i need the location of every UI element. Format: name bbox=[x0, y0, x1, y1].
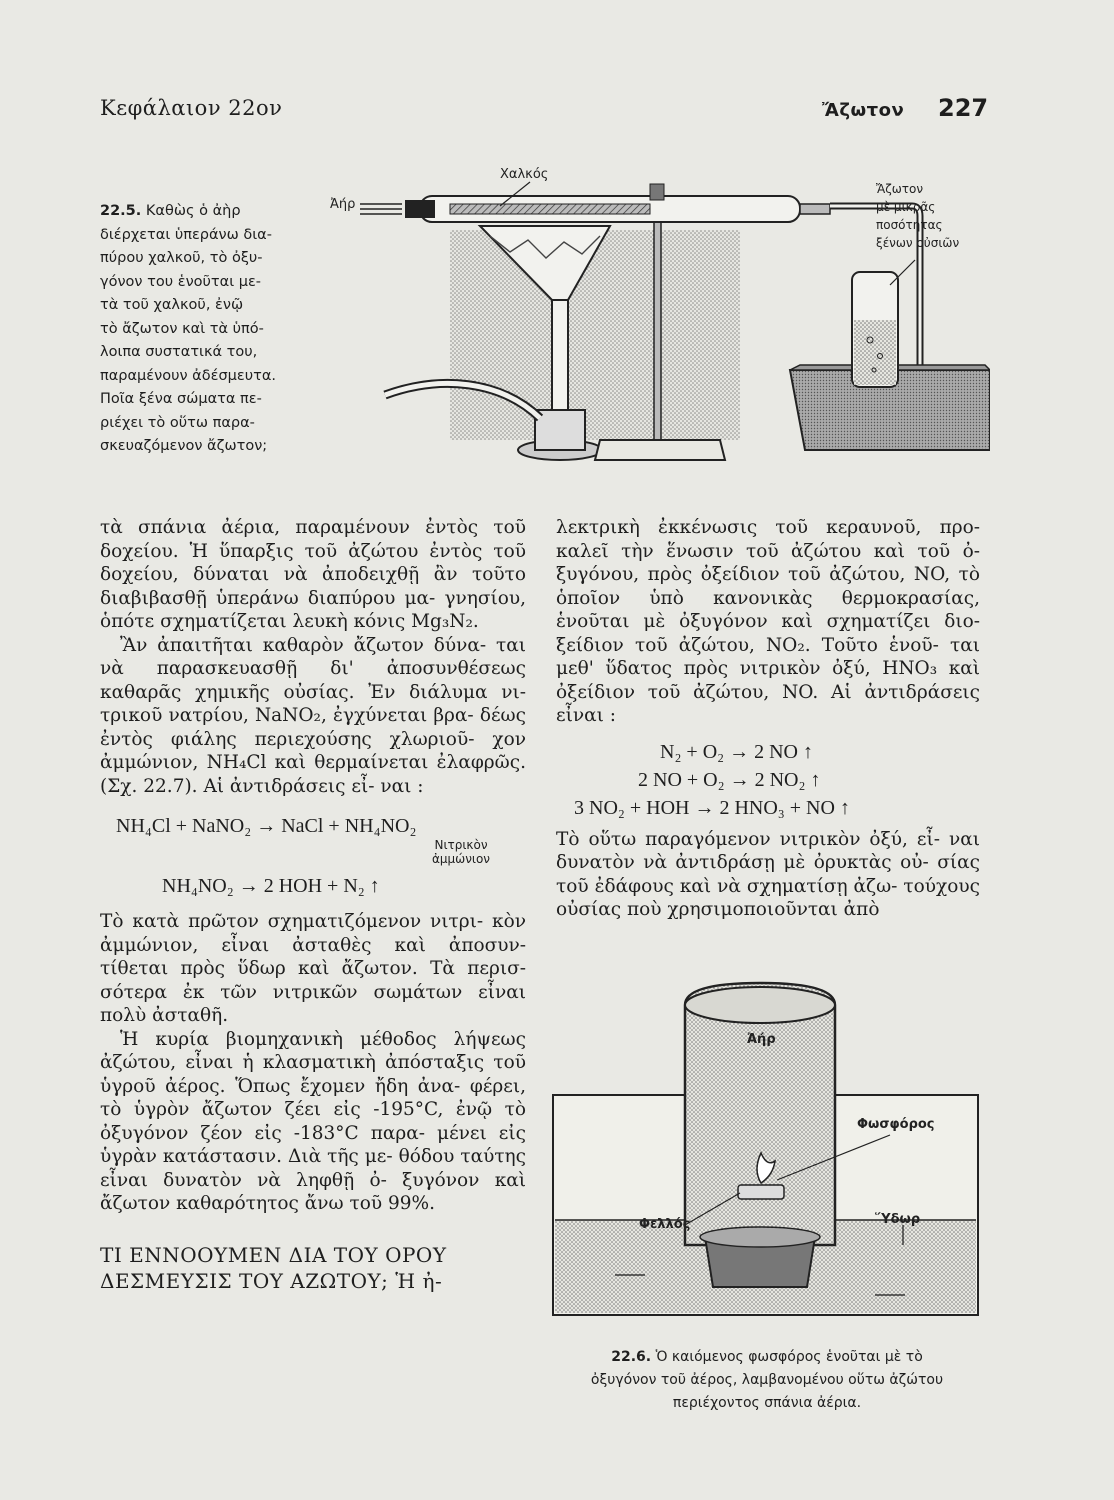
label-air: Ἀήρ bbox=[747, 1032, 776, 1047]
text-line: ἀζώτου, εἶναι ἡ κλασματικὴ ἀπόσταξις bbox=[100, 1052, 485, 1073]
heading-line: ΔΕΣΜΕΥΣΙΣ ΤΟΥ ΑΖΩΤΟΥ; Ἡ ἠ- bbox=[100, 1268, 443, 1293]
text-line: σίας τοῦ ἐδάφους καὶ νὰ σχηματίσῃ ἀζω- bbox=[556, 852, 980, 897]
caption-line: γόνον του ἑνοῦται με- bbox=[100, 273, 262, 290]
equation-ammonium-nitrite: NH₄Cl + NaNO₂ → NaCl + NH₄NO₂ bbox=[116, 815, 417, 837]
text-line: μένει εἰς ὑγρὰν κατάστασιν. Διὰ τῆς με- bbox=[100, 1122, 526, 1167]
figure-22-5-caption bbox=[100, 200, 318, 459]
text-line: ται νὰ παρασκευασθῇ δι' ἀποσυνθέσεως bbox=[100, 634, 526, 679]
equation-no2-formation: 2 NO + O₂ → 2 NO₂ ↑ bbox=[638, 768, 821, 791]
text-line: τούχους οὐσίας ποὺ χρησιμοποιοῦνται ἀπὸ bbox=[556, 875, 980, 920]
text-line: ξείδιον τοῦ ἀζώτου, NO₂. Τοῦτο ἑνοῦ- bbox=[556, 634, 939, 656]
caption-line: τὸ ἄζωτον καὶ τὰ ὑπό- bbox=[100, 320, 264, 337]
heading-line: ΤΙ ΕΝΝΟΟΥΜΕΝ ΔΙΑ ΤΟΥ ΟΡΟΥ bbox=[100, 1242, 447, 1267]
figure-22-6-number: 22.6. bbox=[611, 1349, 652, 1365]
page-number: 227 bbox=[938, 94, 989, 122]
text-line: ἑνοῦται μὲ ὀξυγόνον καὶ σχηματίζει διο- bbox=[556, 611, 980, 632]
text-line: πολὺ ἀσταθῆ. bbox=[100, 1005, 229, 1026]
label-air-inlet: Ἀήρ bbox=[330, 197, 356, 212]
stand-base bbox=[595, 440, 725, 460]
text-line: σότερα ἐκ τῶν νιτρικῶν σωμάτων εἶναι bbox=[100, 981, 526, 1003]
label-nitrogen-line-4: ξένων οὐσιῶν bbox=[876, 236, 960, 250]
figure-22-5-apparatus bbox=[330, 160, 990, 480]
text-line: φέρει, τὸ ὑγρὸν ἄζωτον ζέει εἰς -195°C, bbox=[100, 1075, 526, 1120]
label-nitrogen-line-1: Ἄζωτον bbox=[876, 182, 924, 196]
caption-line: ριέχει τὸ οὕτω παρα- bbox=[100, 414, 255, 431]
label-line: ἀμμώνιον bbox=[431, 852, 491, 866]
chapter-title: Κεφάλαιον 22ον bbox=[100, 96, 283, 120]
text-line: HNO₃ καὶ ὀξείδιον τοῦ ἀζώτου, NO. Αἱ bbox=[556, 658, 981, 703]
stand-rod bbox=[654, 190, 661, 440]
label-cork: Φελλός bbox=[639, 1217, 691, 1232]
caption-line: λοιπα συστατικά του, bbox=[100, 344, 258, 360]
text-line: ἐνῷ τὸ ὀξυγόνον ζέον εἰς -183°C παρα- bbox=[100, 1099, 526, 1144]
label-ammonium-nitrate bbox=[416, 838, 506, 866]
text-line: Ἡ κυρία βιομηχανικὴ μέθοδος λήψεως bbox=[120, 1028, 526, 1050]
text-line: ται μεθ' ὕδατος πρὸς νιτρικὸν ὀξύ, bbox=[556, 634, 980, 679]
right-column bbox=[556, 516, 980, 922]
text-line: Mg₃N₂. bbox=[411, 611, 479, 632]
caption-line: σκευαζόμενον ἄζωτον; bbox=[100, 438, 268, 454]
label-line: Νιτρικὸν bbox=[434, 838, 488, 852]
text-line: τίθεται πρὸς ὕδωρ καὶ ἄζωτον. Τὰ περισ- bbox=[100, 958, 526, 979]
text-line: χον ἀμμώνιον, NH₄Cl καὶ θερμαίνεται bbox=[100, 728, 526, 773]
caption-line: Ὁ καιόμενος φωσφόρος ἑνοῦται μὲ τὸ bbox=[655, 1349, 923, 1365]
text-line: ναι : bbox=[380, 775, 424, 797]
text-line: γνησίου, ὁπότε σχηματίζεται λευκὴ κόνις bbox=[100, 587, 526, 632]
label-nitrogen-line-2: μὲ μικρᾶς bbox=[876, 200, 936, 214]
text-line: τρικοῦ νατρίου, NaNO₂, ἐγχύνεται βρα- bbox=[100, 705, 474, 726]
figure-22-6-bell-jar bbox=[545, 975, 985, 1335]
section-heading bbox=[100, 1242, 526, 1294]
copper-filling bbox=[450, 204, 650, 214]
text-line: τὸ ὁποῖον ὑπὸ κανονικὰς θερμοκρασίας, bbox=[556, 564, 980, 609]
caption-line: ὀξυγόνον τοῦ ἀέρος, λαμβανομένου οὕτω ἀζώτου bbox=[590, 1372, 944, 1388]
text-line: ξυγόνου, πρὸς ὀξείδιον τοῦ ἀζώτου, NO, bbox=[556, 564, 951, 585]
text-line: ἀντιδράσεις εἶναι : bbox=[556, 681, 981, 726]
paragraph-1 bbox=[100, 516, 526, 634]
equation-nitric-acid: 3 NO₂ + HOH → 2 HNO₃ + NO ↑ bbox=[574, 796, 850, 819]
text-line: ναι δυνατὸν νὰ ἀντιδράσῃ μὲ ὀρυκτὰς οὐ- bbox=[556, 828, 980, 873]
caption-line: περιέχοντος σπάνια ἀέρια. bbox=[672, 1395, 862, 1411]
text-line: δοχείου. Ἡ ὕπαρξις τοῦ ἀζώτου ἐντὸς bbox=[100, 540, 483, 562]
caption-line: παραμένουν ἀδέσμευτα. bbox=[100, 367, 276, 384]
equation-decomposition: NH₄NO₂ → 2 HOH + N₂ ↑ bbox=[162, 875, 380, 897]
text-line: δέως ἐντὸς φιάλης περιεχούσης χλωριοῦ- bbox=[100, 705, 526, 750]
paragraph-3 bbox=[100, 910, 526, 1028]
equation-no-formation: N₂ + O₂ → 2 NO ↑ bbox=[660, 740, 813, 763]
text-line: Τὸ κατὰ πρῶτον σχηματιζόμενον νιτρι- bbox=[100, 911, 484, 932]
text-line: θόδου ταύτης εἶναι δυνατὸν νὰ ληφθῇ ὀ- bbox=[100, 1146, 526, 1191]
figure-22-6-caption bbox=[552, 1346, 982, 1415]
caption-line: Καθὼς ὁ ἀὴρ bbox=[145, 203, 241, 219]
paragraph-2 bbox=[556, 828, 980, 922]
cork-float bbox=[738, 1185, 784, 1199]
text-line: τοῦτο διαβιβασθῇ ὑπεράνω διαπύρου μα- bbox=[100, 564, 526, 609]
caption-line: Ποῖα ξένα σώματα πε- bbox=[100, 391, 262, 407]
text-line: καλεῖ τὴν ἕνωσιν τοῦ ἀζώτου καὶ τοῦ ὀ- bbox=[556, 540, 980, 562]
paragraph-4 bbox=[100, 1028, 526, 1216]
paragraph-1 bbox=[556, 516, 980, 728]
text-line: τοῦ δοχείου, δύναται νὰ ἀποδειχθῇ ἂν bbox=[100, 540, 526, 585]
text-line: λεκτρικὴ ἐκκένωσις τοῦ κεραυνοῦ, προ- bbox=[556, 517, 980, 538]
paragraph-2 bbox=[100, 634, 526, 799]
section-title: Ἄζωτον bbox=[822, 100, 905, 121]
text-line: ἐλαφρῶς. (Σχ. 22.7). Αἱ ἀντιδράσεις εἶ- bbox=[100, 752, 526, 797]
text-line: ξυγόνον καὶ ἄζωτον καθαρότητος ἄνω bbox=[100, 1169, 526, 1214]
left-column bbox=[100, 516, 526, 1294]
text-line: τοῦ ὑγροῦ ἀέρος. Ὅπως ἔχομεν ἤδη ἀνα- bbox=[100, 1052, 526, 1097]
figure-22-5-number: 22.5. bbox=[100, 203, 142, 219]
burner-stem bbox=[552, 300, 568, 410]
label-water: Ὕδωρ bbox=[875, 1212, 921, 1227]
label-nitrogen-line-3: ποσότητας bbox=[876, 218, 943, 232]
background-shading bbox=[450, 230, 740, 440]
text-line: κὸν ἀμμώνιον, εἶναι ἀσταθὲς καὶ ἀποσυν- bbox=[100, 911, 526, 956]
caption-line: διέρχεται ὑπεράνω δια- bbox=[100, 226, 272, 243]
label-copper: Χαλκός bbox=[500, 167, 549, 182]
caption-line: τὰ τοῦ χαλκοῦ, ἐνῷ bbox=[100, 297, 244, 313]
text-line: καθαρᾶς χημικῆς οὐσίας. Ἐν διάλυμα νι- bbox=[100, 681, 526, 703]
text-line: τὰ σπάνια ἀέρια, παραμένουν ἐντὸς τοῦ bbox=[100, 517, 526, 538]
label-phosphorus: Φωσφόρος bbox=[857, 1117, 935, 1132]
text-line: Ἂν ἀπαιτῆται καθαρὸν ἄζωτον δύνα- bbox=[120, 634, 487, 656]
text-line: Τὸ οὕτω παραγόμενον νιτρικὸν ὀξύ, εἶ- bbox=[556, 828, 940, 850]
caption-line: πύρου χαλκοῦ, τὸ ὀξυ- bbox=[100, 250, 263, 266]
text-line: τοῦ 99%. bbox=[349, 1193, 435, 1214]
